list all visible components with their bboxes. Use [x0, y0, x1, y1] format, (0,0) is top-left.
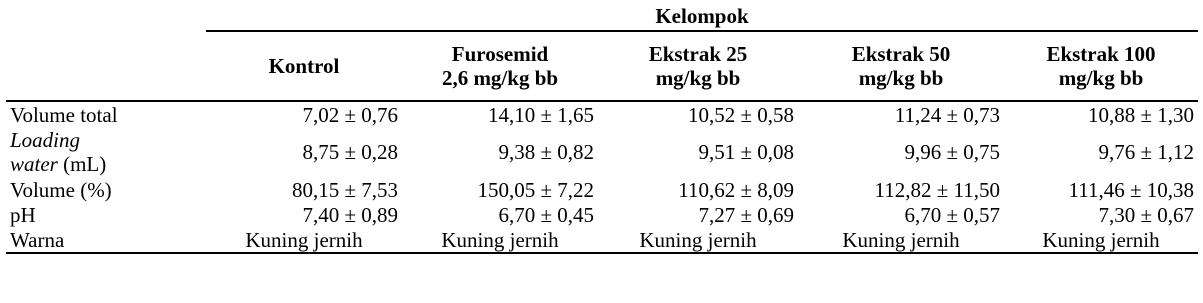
row-label: Warna — [6, 227, 206, 253]
table-cell: 9,38 ± 0,82 — [498, 140, 594, 164]
column-header-furosemid — [402, 31, 598, 101]
table-cell: Kuning jernih — [598, 227, 798, 253]
data-table — [6, 2, 1198, 254]
header-blank — [6, 31, 206, 101]
table-cell: 7,02 ± 0,76 — [302, 102, 398, 127]
row-label-italic: Loading — [10, 128, 81, 152]
table-row — [6, 101, 1198, 127]
table-cell: 10,88 ± 1,30 — [1087, 102, 1194, 127]
table-cell: 9,76 ± 1,12 — [1098, 140, 1194, 164]
header-corner — [6, 2, 206, 31]
column-header-ekstrak-25 — [598, 31, 798, 101]
table-cell: 150,05 ± 7,22 — [477, 177, 594, 202]
table-cell: 7,30 ± 0,67 — [1098, 202, 1194, 227]
table-cell: 6,70 ± 0,57 — [904, 202, 1000, 227]
table-cell: Kuning jernih — [1004, 227, 1198, 253]
table-cell: 80,15 ± 7,53 — [291, 177, 398, 202]
table-cell: 6,70 ± 0,45 — [498, 202, 594, 227]
column-header-line: mg/kg bb — [1058, 66, 1144, 90]
row-label-unit: (mL) — [57, 152, 107, 176]
column-header-kontrol — [206, 31, 402, 101]
row-label-italic: water — [10, 152, 58, 176]
table-cell: 14,10 ± 1,65 — [487, 102, 594, 127]
row-label: pH — [10, 202, 36, 227]
table-row — [6, 227, 1198, 253]
group-header: Kelompok — [206, 2, 1198, 31]
table-cell: 9,96 ± 0,75 — [904, 140, 1000, 164]
column-header-row — [6, 31, 1198, 101]
row-label: Volume total — [10, 102, 118, 127]
table-cell: 11,24 ± 0,73 — [894, 102, 1000, 127]
table-cell: 8,75 ± 0,28 — [302, 140, 398, 164]
table-cell: 7,27 ± 0,69 — [698, 202, 794, 227]
column-header-line: mg/kg bb — [655, 66, 741, 90]
column-header-line: mg/kg bb — [858, 66, 944, 90]
table-cell: 10,52 ± 0,58 — [687, 102, 794, 127]
table-cell: 112,82 ± 11,50 — [874, 177, 1000, 202]
group-header-row — [6, 2, 1198, 31]
column-header-ekstrak-100 — [1004, 31, 1198, 101]
table-cell: 7,40 ± 0,89 — [302, 202, 398, 227]
table-row — [6, 177, 1198, 202]
table-row — [6, 202, 1198, 227]
column-header-line: Ekstrak 100 — [1046, 42, 1156, 66]
column-header-ekstrak-50 — [798, 31, 1004, 101]
table-cell: Kuning jernih — [402, 227, 598, 253]
row-label — [6, 127, 206, 177]
table-cell: Kuning jernih — [798, 227, 1004, 253]
table-cell: Kuning jernih — [206, 227, 402, 253]
table-cell: 111,46 ± 10,38 — [1068, 177, 1194, 202]
row-label: Volume (%) — [10, 177, 112, 202]
column-header-line: 2,6 mg/kg bb — [441, 66, 559, 90]
column-header-line: Furosemid — [451, 42, 549, 66]
column-header-line: Kontrol — [268, 54, 340, 78]
table-cell: 9,51 ± 0,08 — [698, 140, 794, 164]
column-header-line: Ekstrak 50 — [851, 42, 951, 66]
table-row — [6, 127, 1198, 177]
table-cell: 110,62 ± 8,09 — [678, 177, 794, 202]
column-header-line: Ekstrak 25 — [648, 42, 748, 66]
